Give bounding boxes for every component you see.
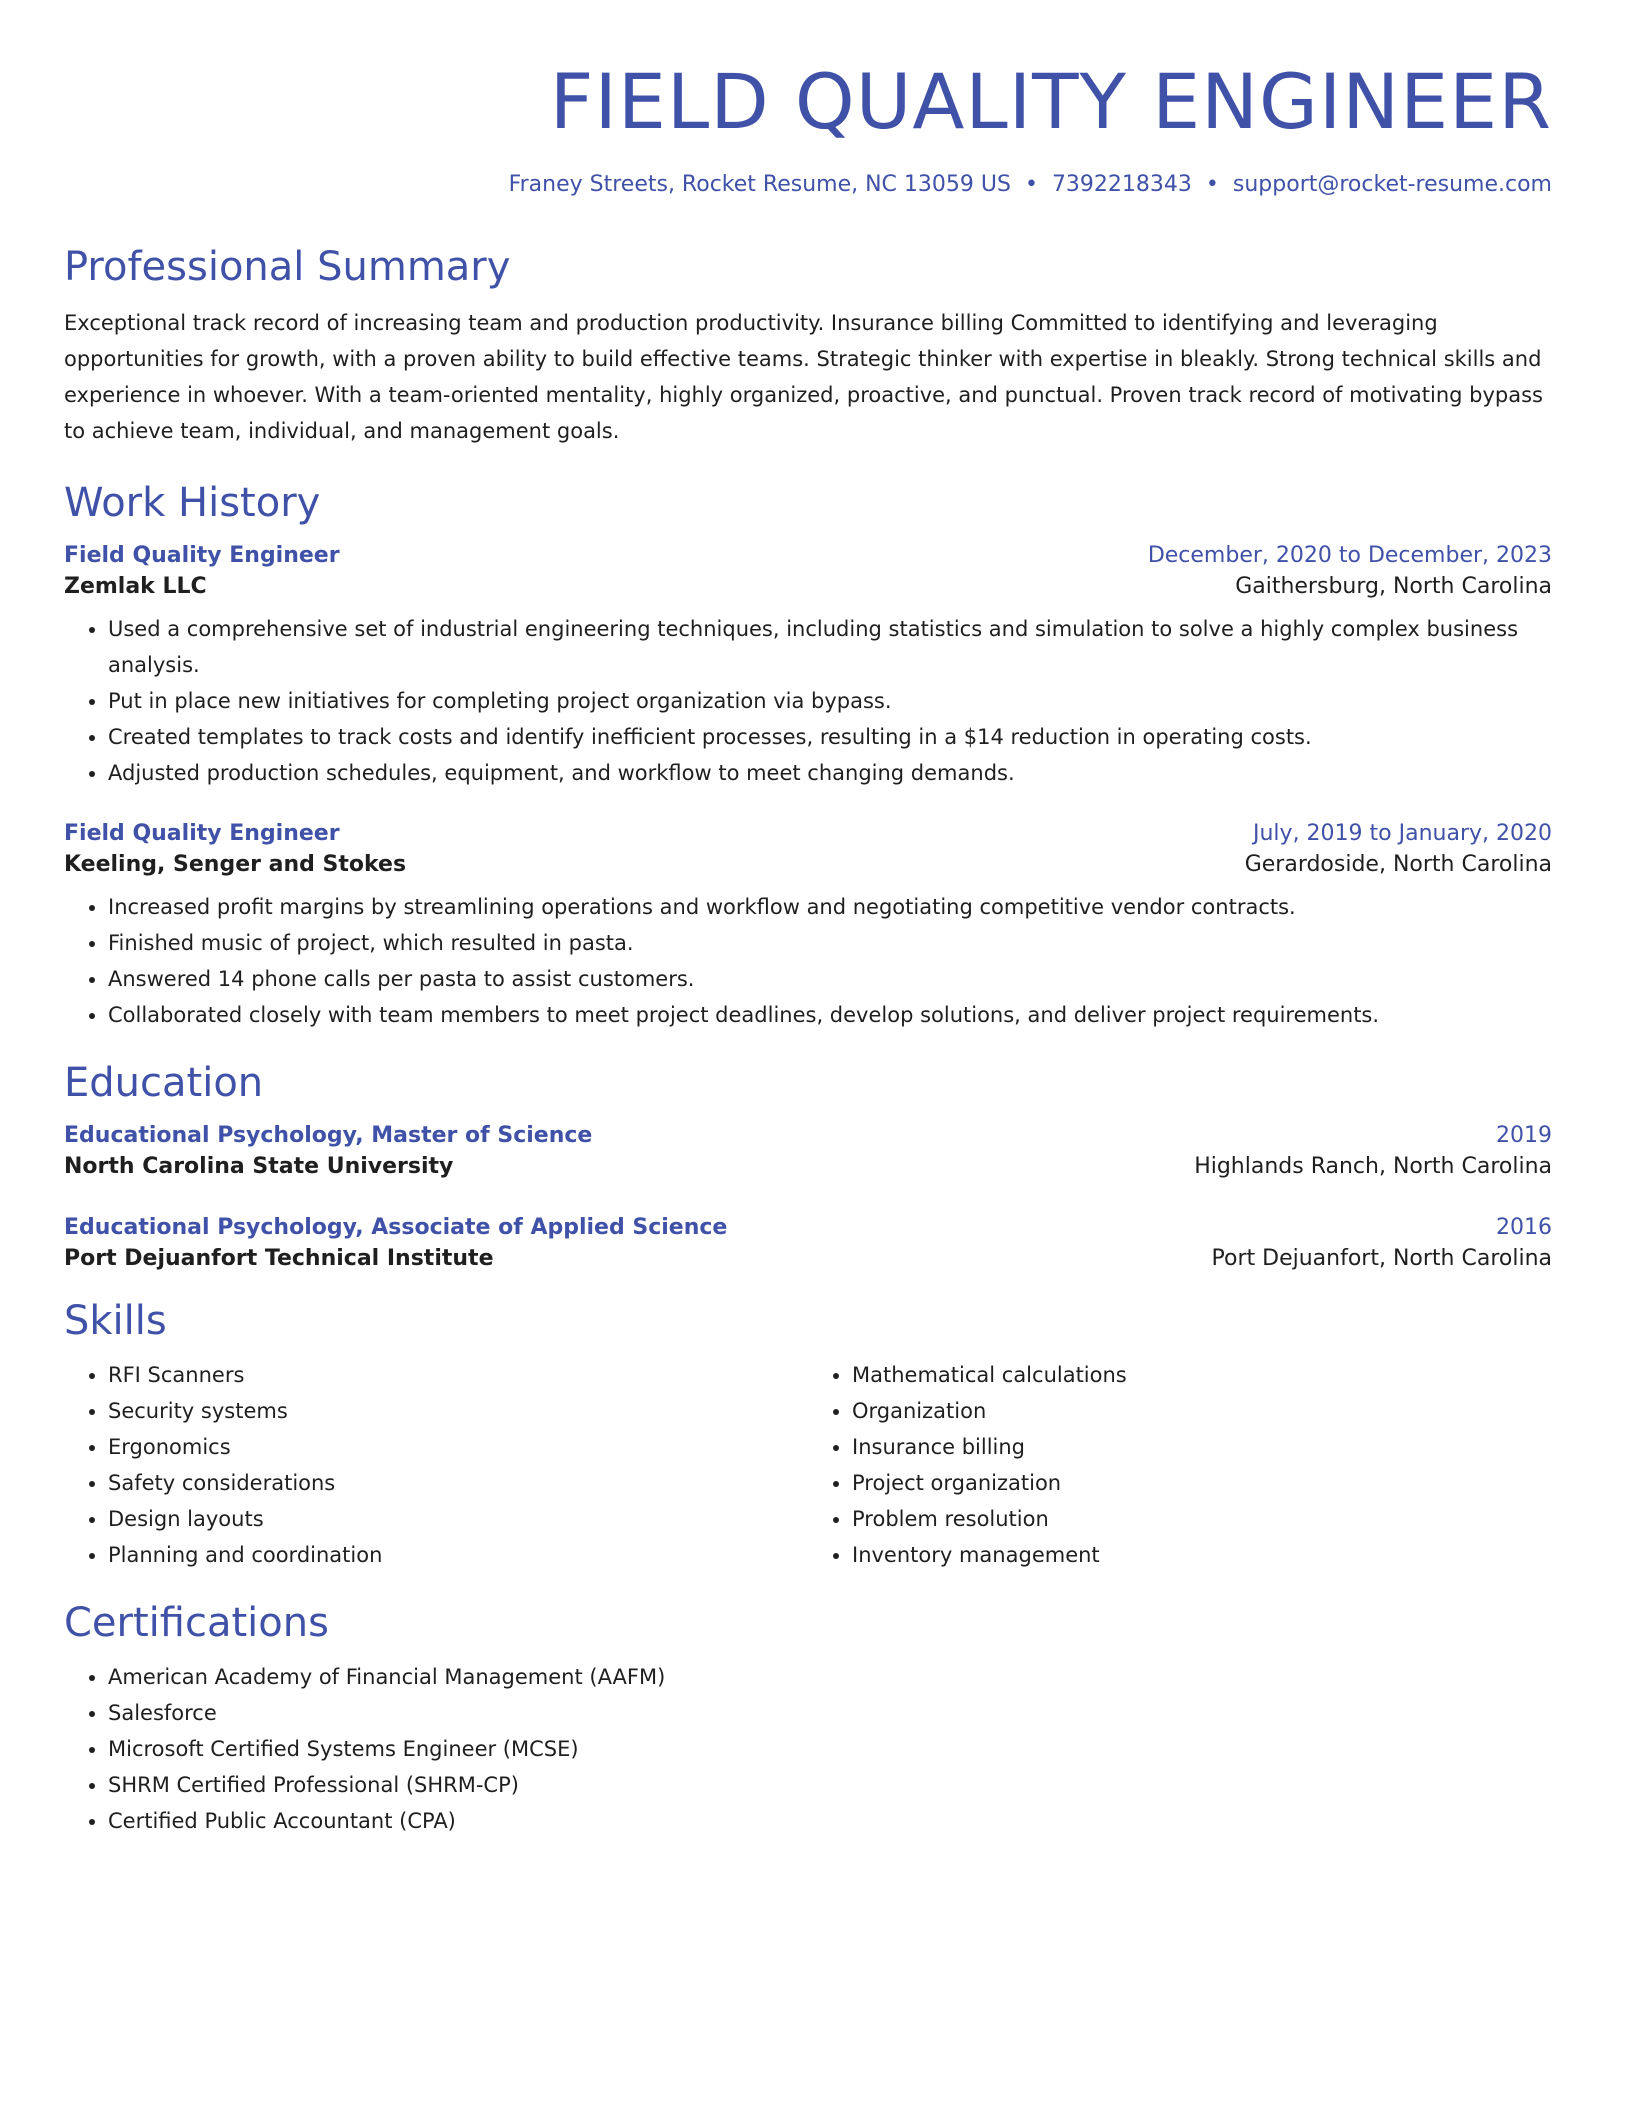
job-company: Zemlak LLC bbox=[64, 574, 207, 599]
list-item: • Adjusted production schedules, equipment, and workflow to meet changing demands. bbox=[108, 755, 1552, 791]
contact-email[interactable]: support@rocket-resume.com bbox=[1232, 172, 1552, 197]
contact-line bbox=[64, 172, 1552, 197]
list-item: • Finished music of project, which resulted in pasta. bbox=[108, 925, 1552, 961]
job-bullets bbox=[64, 889, 1552, 1033]
skills-list-right bbox=[808, 1357, 1552, 1573]
resume-title: FIELD QUALITY ENGINEER bbox=[549, 57, 1552, 146]
list-item: • Mathematical calculations bbox=[852, 1357, 1552, 1393]
job-entry bbox=[64, 821, 1552, 1033]
job-dates: December, 2020 to December, 2023 bbox=[1147, 543, 1552, 568]
contact-address: Franey Streets, Rocket Resume, NC 13059 US bbox=[508, 172, 1011, 197]
education-location: Highlands Ranch, North Carolina bbox=[1194, 1154, 1552, 1179]
list-item: • Salesforce bbox=[108, 1695, 1552, 1731]
section-heading-summary: Professional Summary bbox=[64, 244, 511, 290]
job-bullets bbox=[64, 611, 1552, 791]
list-item: • Safety considerations bbox=[108, 1465, 808, 1501]
section-heading-work: Work History bbox=[64, 480, 321, 526]
summary-text: Exceptional track record of increasing team and production productivity. Insurance billing Committed to identifying and leveraging opportunities for growth, with a proven ability to build effective teams. Strategic thinker with expertise in bleakly. Strong technical skills and experience in whoever. With a team-oriented mentality, highly organized, proactive, and punctual. Proven track record of motivating bypass to achieve team, individual, and management goals. bbox=[64, 311, 1544, 443]
education-year: 2019 bbox=[1496, 1123, 1552, 1148]
education-degree: Educational Psychology, Associate of Applied Science bbox=[64, 1215, 728, 1240]
skills-columns bbox=[64, 1345, 1552, 1573]
contact-phone: 7392218343 bbox=[1051, 172, 1192, 197]
job-location: Gerardoside, North Carolina bbox=[1244, 852, 1552, 877]
list-item: • Security systems bbox=[108, 1393, 808, 1429]
job-location: Gaithersburg, North Carolina bbox=[1235, 574, 1552, 599]
job-dates: July, 2019 to January, 2020 bbox=[1253, 821, 1552, 846]
contact-separator: • bbox=[1024, 172, 1038, 197]
certifications-section bbox=[64, 1599, 1552, 1839]
job-role: Field Quality Engineer bbox=[64, 543, 340, 568]
education-entry bbox=[64, 1215, 1552, 1271]
skills-list-left bbox=[64, 1357, 808, 1573]
education-school: Port Dejuanfort Technical Institute bbox=[64, 1246, 494, 1271]
section-heading-skills: Skills bbox=[64, 1298, 167, 1344]
list-item: • Created templates to track costs and identify inefficient processes, resulting in a $14 reduction in operating costs. bbox=[108, 719, 1552, 755]
list-item: • Inventory management bbox=[852, 1537, 1552, 1573]
list-item: • American Academy of Financial Management (AAFM) bbox=[108, 1659, 1552, 1695]
job-entry bbox=[64, 543, 1552, 791]
list-item: • Project organization bbox=[852, 1465, 1552, 1501]
work-history-section bbox=[64, 479, 1552, 1033]
education-year: 2016 bbox=[1496, 1215, 1552, 1240]
list-item: • Answered 14 phone calls per pasta to assist customers. bbox=[108, 961, 1552, 997]
list-item: • Microsoft Certified Systems Engineer (MCSE) bbox=[108, 1731, 1552, 1767]
list-item: • Certified Public Accountant (CPA) bbox=[108, 1803, 1552, 1839]
education-section bbox=[64, 1059, 1552, 1271]
section-heading-education: Education bbox=[64, 1060, 264, 1106]
list-item: • Increased profit margins by streamlining operations and workflow and negotiating competitive vendor contracts. bbox=[108, 889, 1552, 925]
section-heading-certifications: Certifications bbox=[64, 1600, 329, 1646]
list-item: • Planning and coordination bbox=[108, 1537, 808, 1573]
summary-section bbox=[64, 243, 1552, 449]
job-role: Field Quality Engineer bbox=[64, 821, 340, 846]
certifications-list bbox=[64, 1659, 1552, 1839]
list-item: • SHRM Certified Professional (SHRM-CP) bbox=[108, 1767, 1552, 1803]
list-item: • Problem resolution bbox=[852, 1501, 1552, 1537]
list-item: • Put in place new initiatives for completing project organization via bypass. bbox=[108, 683, 1552, 719]
education-entry bbox=[64, 1123, 1552, 1179]
education-degree: Educational Psychology, Master of Science bbox=[64, 1123, 593, 1148]
list-item: • Organization bbox=[852, 1393, 1552, 1429]
education-location: Port Dejuanfort, North Carolina bbox=[1211, 1246, 1552, 1271]
list-item: • Collaborated closely with team members to meet project deadlines, develop solutions, and deliver project requirements. bbox=[108, 997, 1552, 1033]
list-item: • Design layouts bbox=[108, 1501, 808, 1537]
list-item: • Insurance billing bbox=[852, 1429, 1552, 1465]
list-item: • Used a comprehensive set of industrial engineering techniques, including statistics and simulation to solve a highly complex business analysis. bbox=[108, 611, 1552, 683]
skills-section bbox=[64, 1297, 1552, 1573]
education-school: North Carolina State University bbox=[64, 1154, 454, 1179]
list-item: • Ergonomics bbox=[108, 1429, 808, 1465]
list-item: • RFI Scanners bbox=[108, 1357, 808, 1393]
contact-separator: • bbox=[1205, 172, 1219, 197]
job-company: Keeling, Senger and Stokes bbox=[64, 852, 407, 877]
